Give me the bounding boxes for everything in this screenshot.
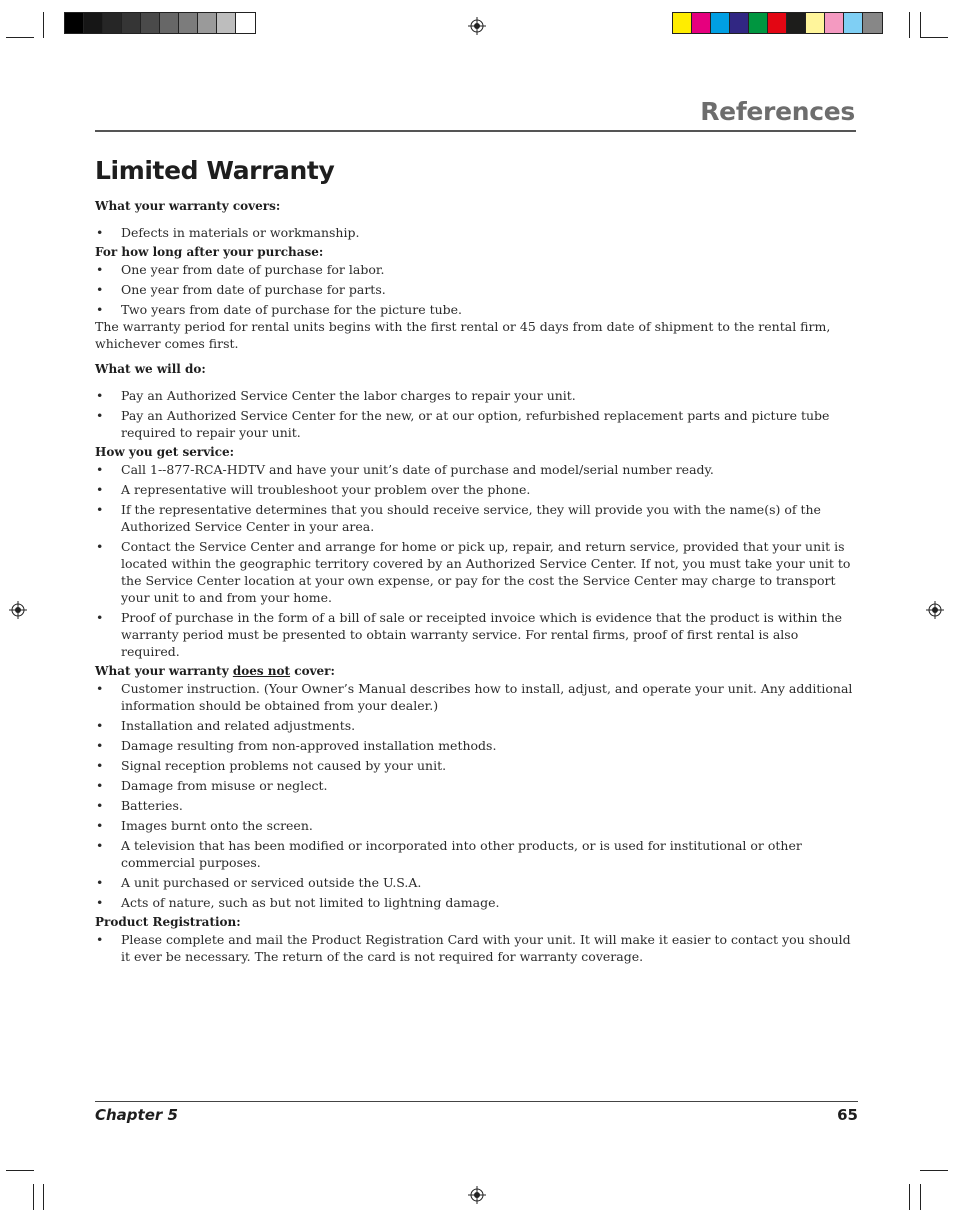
footer-divider: [95, 1101, 858, 1102]
color-swatch: [673, 13, 692, 33]
heading-text: What your warranty: [95, 664, 233, 678]
list-item: • A television that has been modified or incorporated into other products, or is used for institutional or other commercial purposes.: [95, 837, 859, 871]
list-item: • Contact the Service Center and arrange for home or pick up, repair, and return service, provided that your unit is located within the geographic territory covered by an Authorized Service Center. If not, you must take your unit to the Service Center location at your own expense, or pay for the cost the Service Center may charge to transport your unit to and from your home.: [95, 538, 859, 606]
color-swatch: [806, 13, 825, 33]
section-heading-how-long: For how long after your purchase:: [95, 245, 324, 259]
list-item: • One year from date of purchase for labor.: [95, 261, 859, 278]
list-item: • Please complete and mail the Product Registration Card with your unit. It will make it easier to contact you should it ever be necessary. The return of the card is not required for warranty coverage.: [95, 931, 859, 965]
list-item: • Acts of nature, such as but not limited to lightning damage.: [95, 894, 859, 911]
list-registration: [95, 931, 859, 965]
color-swatch: [160, 13, 179, 33]
grayscale-calibration-bar: [64, 12, 256, 34]
color-swatch: [179, 13, 198, 33]
color-swatch: [141, 13, 160, 33]
footer-chapter: Chapter 5: [95, 1106, 178, 1124]
color-swatch: [198, 13, 217, 33]
heading-emphasis: does not: [232, 664, 291, 678]
color-swatch: [711, 13, 730, 33]
color-swatch: [217, 13, 236, 33]
list-item: • Pay an Authorized Service Center for the new, or at our option, refurbished replacement parts and picture tube required to repair your unit.: [95, 407, 859, 441]
list-item: • Images burnt onto the screen.: [95, 817, 859, 834]
list-how-long: [95, 261, 859, 318]
color-swatch: [768, 13, 787, 33]
color-swatch: [84, 13, 103, 33]
section-header-title: References: [700, 97, 855, 126]
list-item: • Defects in materials or workmanship.: [95, 224, 859, 241]
color-swatch: [692, 13, 711, 33]
list-item: • A representative will troubleshoot your problem over the phone.: [95, 481, 859, 498]
color-swatch: [122, 13, 141, 33]
page-title: Limited Warranty: [95, 156, 335, 185]
page-number: 65: [837, 1106, 858, 1124]
section-heading-will-do: What we will do:: [95, 362, 206, 376]
list-item: • If the representative determines that you should receive service, they will provide you with the name(s) of the Authorized Service Center in your area.: [95, 501, 859, 535]
color-swatch: [103, 13, 122, 33]
list-get-service: [95, 461, 859, 660]
color-swatch: [863, 13, 882, 33]
color-calibration-bar: [672, 12, 883, 34]
color-swatch: [749, 13, 768, 33]
color-swatch: [730, 13, 749, 33]
list-item: • Proof of purchase in the form of a bill of sale or receipted invoice which is evidence that the product is within the warranty period must be presented to obtain warranty service. For rental firms, proof of first rental is also required.: [95, 609, 859, 660]
list-item: • One year from date of purchase for parts.: [95, 281, 859, 298]
section-heading-get-service: How you get service:: [95, 445, 235, 459]
registration-target-icon: [9, 601, 27, 619]
list-item: • Customer instruction. (Your Owner’s Manual describes how to install, adjust, and operate your unit. Any additional information should be obtained from your dealer.): [95, 680, 859, 714]
list-item: • Pay an Authorized Service Center the labor charges to repair your unit.: [95, 387, 859, 404]
list-item: • Two years from date of purchase for the picture tube.: [95, 301, 859, 318]
list-item: • Installation and related adjustments.: [95, 717, 859, 734]
rental-note: The warranty period for rental units begins with the first rental or 45 days from date of shipment to the rental firm, whichever comes first.: [95, 319, 831, 351]
color-swatch: [236, 13, 255, 33]
list-item: • A unit purchased or serviced outside the U.S.A.: [95, 874, 859, 891]
list-item: • Damage from misuse or neglect.: [95, 777, 859, 794]
warranty-content: [95, 198, 859, 968]
color-swatch: [825, 13, 844, 33]
section-heading-not-cover: [95, 663, 859, 680]
list-item: • Damage resulting from non-approved installation methods.: [95, 737, 859, 754]
list-item: • Call 1--877-RCA-HDTV and have your unit’s date of purchase and model/serial number ready.: [95, 461, 859, 478]
list-will-do: [95, 387, 859, 441]
list-covers: [95, 224, 859, 241]
list-item: • Batteries.: [95, 797, 859, 814]
heading-text: cover:: [290, 664, 335, 678]
section-heading-covers: What your warranty covers:: [95, 199, 281, 213]
registration-target-icon: [468, 17, 486, 35]
section-heading-registration: Product Registration:: [95, 915, 241, 929]
color-swatch: [787, 13, 806, 33]
registration-target-icon: [468, 1186, 486, 1204]
list-not-cover: [95, 680, 859, 911]
color-swatch: [844, 13, 863, 33]
color-swatch: [65, 13, 84, 33]
registration-target-icon: [926, 601, 944, 619]
header-divider: [95, 130, 856, 132]
list-item: • Signal reception problems not caused by your unit.: [95, 757, 859, 774]
